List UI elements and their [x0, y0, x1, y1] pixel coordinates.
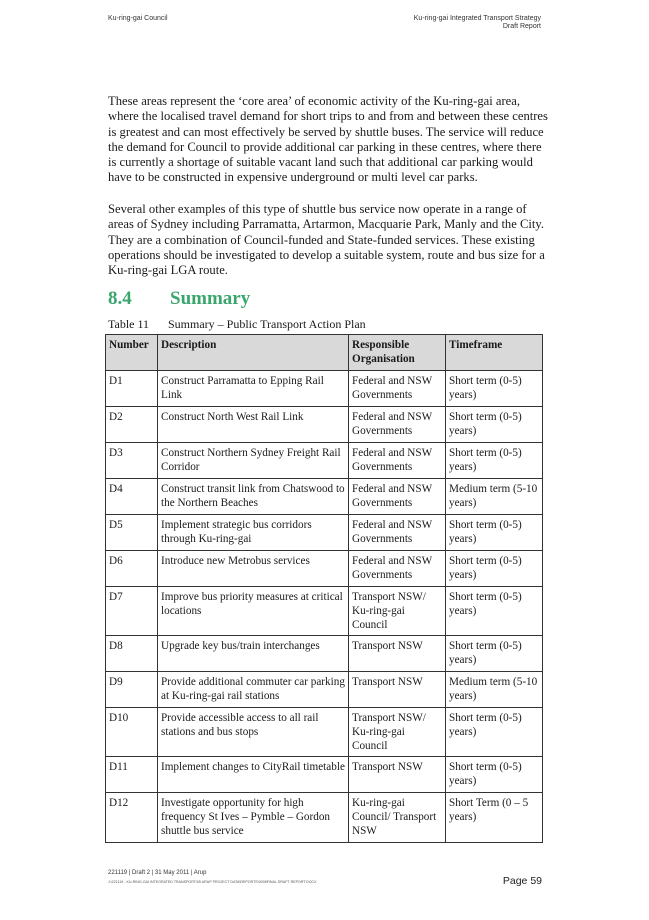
cell-number: D11: [106, 757, 158, 793]
cell-timeframe: Medium term (5-10 years): [446, 672, 543, 708]
cell-number: D12: [106, 793, 158, 843]
cell-description: Construct Northern Sydney Freight Rail Corridor: [158, 443, 349, 479]
column-header-organisation: Responsible Organisation: [349, 335, 446, 371]
table-row: [106, 407, 543, 443]
cell-number: D8: [106, 636, 158, 672]
cell-timeframe: Short term (0-5) years): [446, 551, 543, 587]
cell-number: D9: [106, 672, 158, 708]
table-row: [106, 515, 543, 551]
cell-description: Construct North West Rail Link: [158, 407, 349, 443]
footer-document-info: 221119 | Draft 2 | 31 May 2011 | Arup: [108, 870, 207, 876]
cell-organisation: Federal and NSW Governments: [349, 371, 446, 407]
cell-number: D7: [106, 587, 158, 636]
cell-timeframe: Short term (0-5) years): [446, 371, 543, 407]
table-caption-title: Summary – Public Transport Action Plan: [168, 317, 366, 331]
cell-number: D4: [106, 479, 158, 515]
header-title-line2: Draft Report: [502, 23, 541, 30]
header-document-title: [414, 15, 541, 31]
cell-organisation: Transport NSW/ Ku-ring-gai Council: [349, 587, 446, 636]
header-title-line1: Ku-ring-gai Integrated Transport Strategy: [413, 15, 541, 22]
cell-number: D3: [106, 443, 158, 479]
column-header-description: Description: [158, 335, 349, 371]
cell-organisation: Federal and NSW Governments: [349, 443, 446, 479]
cell-description: Provide accessible access to all rail stations and bus stops: [158, 708, 349, 757]
cell-description: Implement changes to CityRail timetable: [158, 757, 349, 793]
header-organisation: Ku-ring-gai Council: [108, 15, 168, 22]
cell-number: D5: [106, 515, 158, 551]
cell-organisation: Transport NSW/ Ku-ring-gai Council: [349, 708, 446, 757]
cell-timeframe: Short term (0-5) years): [446, 636, 543, 672]
cell-organisation: Ku-ring-gai Council/ Transport NSW: [349, 793, 446, 843]
cell-timeframe: Short term (0-5) years): [446, 407, 543, 443]
cell-description: Investigate opportunity for high frequency St Ives – Pymble – Gordon shuttle bus service: [158, 793, 349, 843]
table-caption-number: Table 11: [108, 317, 150, 331]
body-paragraph-1: These areas represent the ‘core area’ of economic activity of the Ku-ring-gai area, where the localised travel demand for short trips to and from and between these centres is greatest and can most effectively be served by shuttle buses. The service will reduce the demand for Council to provide additional car parking in these centres, where there is currently a shortage of suitable vacant land such that additional car parking would have to be constructed in expensive underground or multi level car parks.: [108, 94, 548, 185]
table-row: [106, 757, 543, 793]
cell-description: Introduce new Metrobus services: [158, 551, 349, 587]
section-number: 8.4: [108, 288, 132, 309]
table-row: [106, 708, 543, 757]
cell-organisation: Transport NSW: [349, 672, 446, 708]
cell-timeframe: Short Term (0 – 5 years): [446, 793, 543, 843]
cell-description: Upgrade key bus/train interchanges: [158, 636, 349, 672]
cell-description: Construct Parramatta to Epping Rail Link: [158, 371, 349, 407]
cell-number: D2: [106, 407, 158, 443]
table-header-row: [106, 335, 543, 371]
column-header-timeframe: Timeframe: [446, 335, 543, 371]
table-row: [106, 587, 543, 636]
table-row: [106, 443, 543, 479]
section-title: Summary: [170, 288, 251, 309]
table-row: [106, 672, 543, 708]
cell-number: D1: [106, 371, 158, 407]
cell-timeframe: Short term (0-5) years): [446, 708, 543, 757]
cell-description: Construct transit link from Chatswood to the Northern Beaches: [158, 479, 349, 515]
cell-timeframe: Short term (0-5) years): [446, 587, 543, 636]
cell-organisation: Federal and NSW Governments: [349, 479, 446, 515]
cell-description: Provide additional commuter car parking at Ku-ring-gai rail stations: [158, 672, 349, 708]
table-row: [106, 551, 543, 587]
cell-organisation: Federal and NSW Governments: [349, 515, 446, 551]
section-heading: [108, 288, 250, 310]
cell-organisation: Transport NSW: [349, 636, 446, 672]
table-row: [106, 479, 543, 515]
cell-organisation: Transport NSW: [349, 757, 446, 793]
cell-timeframe: Short term (0-5) years): [446, 757, 543, 793]
table-caption: [108, 317, 366, 332]
cell-organisation: Federal and NSW Governments: [349, 407, 446, 443]
cell-organisation: Federal and NSW Governments: [349, 551, 446, 587]
cell-number: D6: [106, 551, 158, 587]
cell-timeframe: Short term (0-5) years): [446, 443, 543, 479]
footer-file-path: J:\221119 - KU-RING-GAI INTEGRATED TRANSPORT\05 ARUP PROJECT DATA\REPORTS\0008FINAL DRAFT REPORT.DOCX: [108, 880, 317, 884]
table-row: [106, 793, 543, 843]
body-paragraph-2: Several other examples of this type of shuttle bus service now operate in a range of areas of Sydney including Parramatta, Artarmon, Macquarie Park, Manly and the City. They are a combination of Council-funded and State-funded services. These existing operations should be investigated to develop a suitable system, route and bus size for a Ku-ring-gai LGA route.: [108, 202, 545, 278]
table-row: [106, 636, 543, 672]
cell-description: Improve bus priority measures at critical locations: [158, 587, 349, 636]
table-row: [106, 371, 543, 407]
cell-description: Implement strategic bus corridors through Ku-ring-gai: [158, 515, 349, 551]
page-number: Page 59: [502, 875, 542, 887]
action-plan-table: [105, 334, 543, 843]
cell-timeframe: Short term (0-5) years): [446, 515, 543, 551]
cell-timeframe: Medium term (5-10 years): [446, 479, 543, 515]
cell-number: D10: [106, 708, 158, 757]
column-header-number: Number: [106, 335, 158, 371]
